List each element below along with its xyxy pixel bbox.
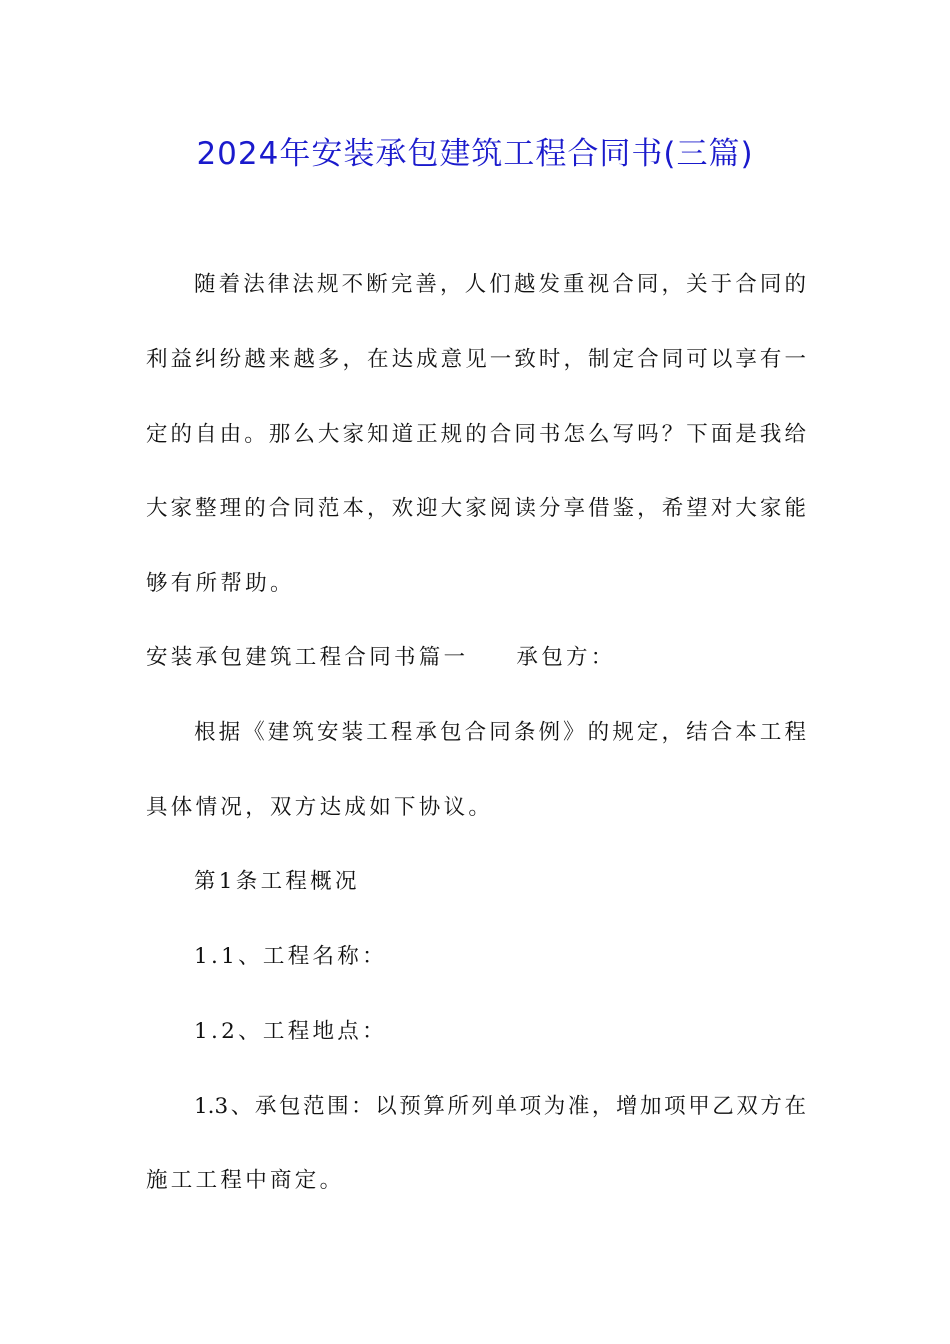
basis-line-2: 具体情况，双方达成如下协议。 [146,795,494,820]
item-1-2: 1.2、工程地点： [194,1019,387,1044]
item-1-1: 1.1、工程名称： [194,944,387,969]
document-title: 2024年安装承包建筑工程合同书(三篇) [196,136,754,172]
section-heading: 安装承包建筑工程合同书篇一 [146,645,469,670]
contractor-label: 承包方： [516,645,616,670]
item-1-3-line-2: 施工工程中商定。 [146,1168,345,1193]
item-1-3-line-1: 1.3、承包范围：以预算所列单项为准，增加项甲乙双方在 [194,1094,806,1119]
intro-line-1: 随着法律法规不断完善，人们越发重视合同，关于合同的 [194,272,806,297]
intro-line-3: 定的自由。那么大家知道正规的合同书怎么写吗？下面是我给 [146,422,806,447]
basis-line-1: 根据《建筑安装工程承包合同条例》的规定，结合本工程 [194,720,806,745]
intro-line-2: 利益纠纷越来越多，在达成意见一致时，制定合同可以享有一 [146,347,806,372]
section-heading-row [146,643,806,673]
article-1-heading: 第1条工程概况 [194,869,360,894]
intro-line-4: 大家整理的合同范本，欢迎大家阅读分享借鉴，希望对大家能 [146,496,806,521]
intro-line-5: 够有所帮助。 [146,571,295,596]
